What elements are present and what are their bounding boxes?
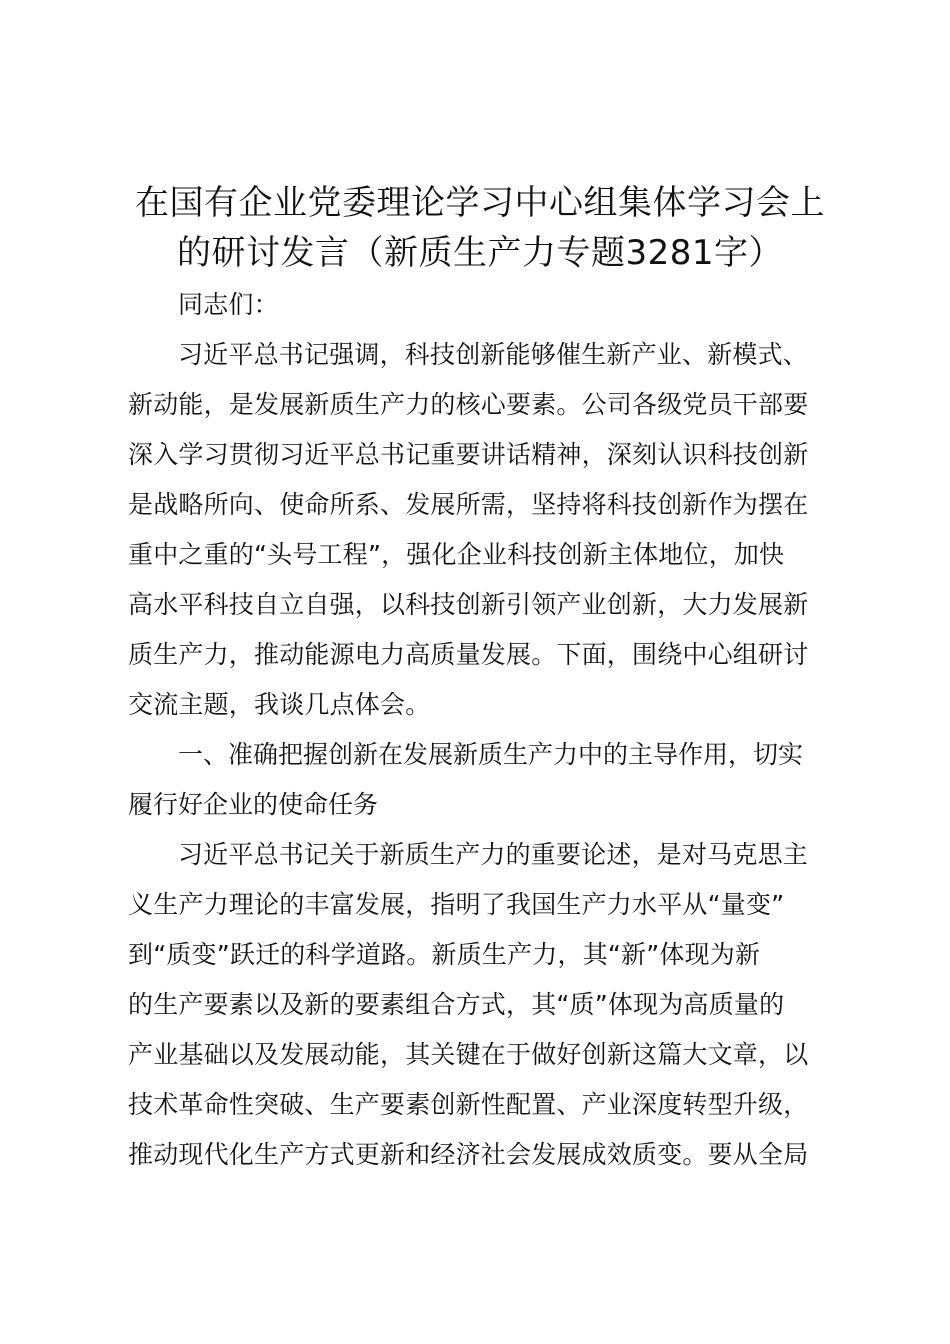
title-line: 的研讨发言（新质生产力专题3281字） xyxy=(176,233,784,273)
paragraph-line: 新动能，是发展新质生产力的核心要素。公司各级党员干部要 xyxy=(128,390,809,419)
body-paragraph xyxy=(128,830,840,1180)
paragraph-line: 技术革命性突破、生产要素创新性配置、产业深度转型升级， xyxy=(128,1090,809,1119)
paragraph-line: 是战略所向、使命所系、发展所需，坚持将科技创新作为摆在 xyxy=(128,490,809,519)
paragraph-line: 习近平总书记强调，科技创新能够催生新产业、新模式、 xyxy=(178,340,809,369)
paragraph-line: 同志们： xyxy=(178,290,279,319)
body-paragraph xyxy=(128,330,840,730)
paragraph-line: 推动现代化生产方式更新和经济社会发展成效质变。要从全局 xyxy=(128,1140,809,1169)
paragraph-line: 质生产力，推动能源电力高质量发展。下面，围绕中心组研讨 xyxy=(128,640,809,669)
paragraph-line: 交流主题，我谈几点体会。 xyxy=(128,690,431,719)
paragraph-line: 到“质变”跃迁的科学道路。新质生产力，其“新”体现为新 xyxy=(128,940,761,969)
document-body xyxy=(128,280,840,1180)
paragraph-line: 深入学习贯彻习近平总书记重要讲话精神，深刻认识科技创新 xyxy=(128,440,809,469)
paragraph-line: 的生产要素以及新的要素组合方式，其“质”体现为高质量的 xyxy=(128,990,785,1019)
section-heading xyxy=(128,730,840,830)
paragraph-line: 习近平总书记关于新质生产力的重要论述，是对马克思主 xyxy=(178,840,809,869)
paragraph-line: 重中之重的“头号工程”，强化企业科技创新主体地位，加快 xyxy=(128,540,785,569)
document-title xyxy=(110,178,850,278)
title-line: 在国有企业党委理论学习中心组集体学习会上 xyxy=(135,183,825,223)
paragraph-line: 高水平科技自立自强，以科技创新引领产业创新，大力发展新 xyxy=(128,590,809,619)
heading-line: 履行好企业的使命任务 xyxy=(128,790,379,819)
paragraph-line: 义生产力理论的丰富发展，指明了我国生产力水平从“量变” xyxy=(128,890,785,919)
paragraph-line: 产业基础以及发展动能，其关键在于做好创新这篇大文章，以 xyxy=(128,1040,809,1069)
heading-line: 一、准确把握创新在发展新质生产力中的主导作用，切实 xyxy=(178,740,804,769)
salutation-paragraph xyxy=(128,280,840,330)
